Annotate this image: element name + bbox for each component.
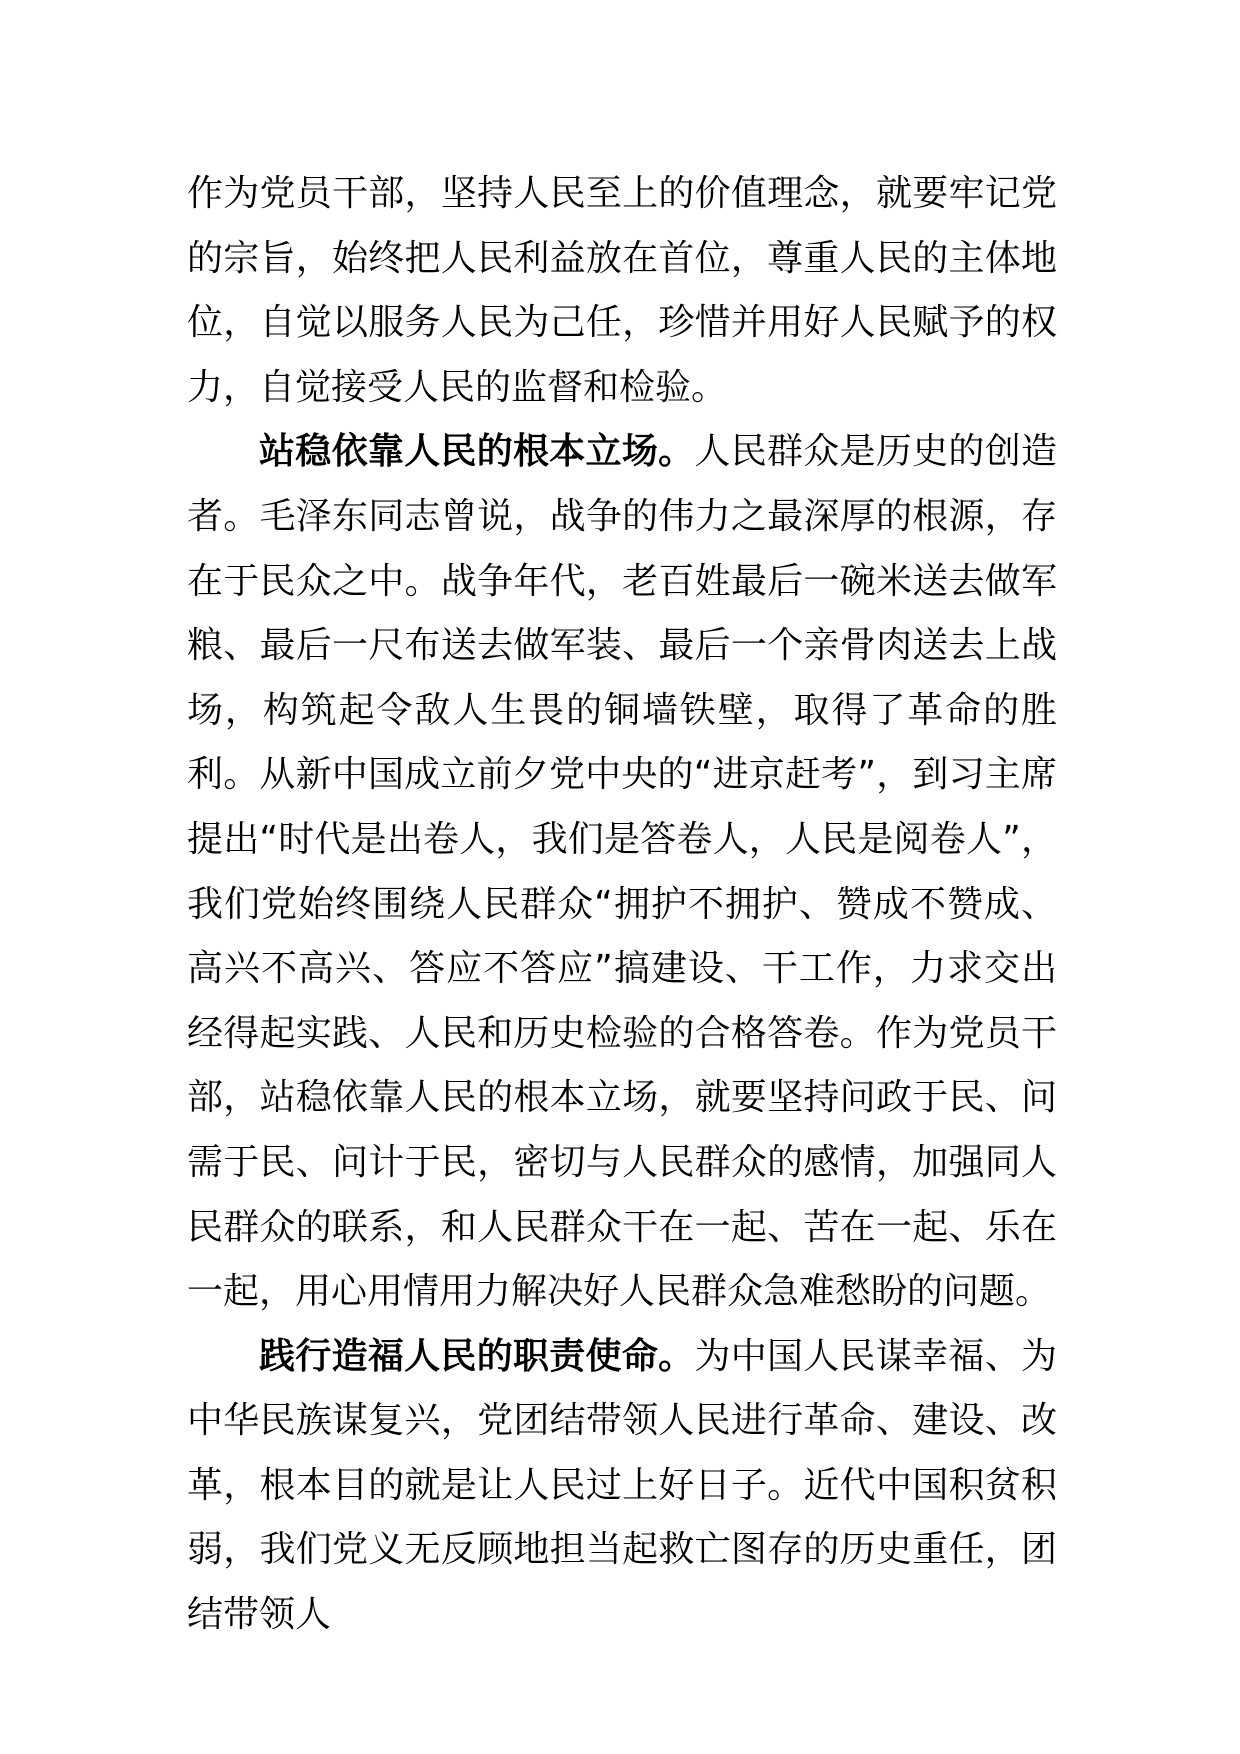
paragraph-3 bbox=[187, 1325, 1057, 1648]
paragraph-2 bbox=[187, 420, 1057, 1324]
paragraph-1 bbox=[187, 162, 1057, 420]
paragraph-2-heading: 站稳依靠人民的根本立场。 bbox=[259, 431, 695, 473]
paragraph-3-text: 为中国人民谋幸福、为中华民族谋复兴，党团结带领人民进行革命、建设、改革，根本目的就是让人民过上好日子。近代中国积贫积弱，我们党义无反顾地担当起救亡图存的历史重任，团结带领人 bbox=[187, 1335, 1057, 1636]
paragraph-3-heading: 践行造福人民的职责使命。 bbox=[259, 1335, 695, 1377]
paragraph-2-text: 人民群众是历史的创造者。毛泽东同志曾说，战争的伟力之最深厚的根源，存在于民众之中。战争年代，老百姓最后一碗米送去做军粮、最后一尺布送去做军装、最后一个亲骨肉送去上战场，构筑起令敌人生畏的铜墙铁壁，取得了革命的胜利。从新中国成立前夕党中央的“进京赶考”，到习主席提出“时代是出卷人，我们是答卷人，人民是阅卷人”，我们党始终围绕人民群众“拥护不拥护、赞成不赞成、高兴不高兴、答应不答应”搞建设、干工作，力求交出经得起实践、人民和历史检验的合格答卷。作为党员干部，站稳依靠人民的根本立场，就要坚持问政于民、问需于民、问计于民，密切与人民群众的感情，加强同人民群众的联系，和人民群众干在一起、苦在一起、乐在一起，用心用情用力解决好人民群众急难愁盼的问题。 bbox=[187, 431, 1057, 1313]
paragraph-1-text: 作为党员干部，坚持人民至上的价值理念，就要牢记党的宗旨，始终把人民利益放在首位，尊重人民的主体地位，自觉以服务人民为己任，珍惜并用好人民赋予的权力，自觉接受人民的监督和检验。 bbox=[187, 173, 1057, 408]
document-body bbox=[187, 162, 1057, 1648]
